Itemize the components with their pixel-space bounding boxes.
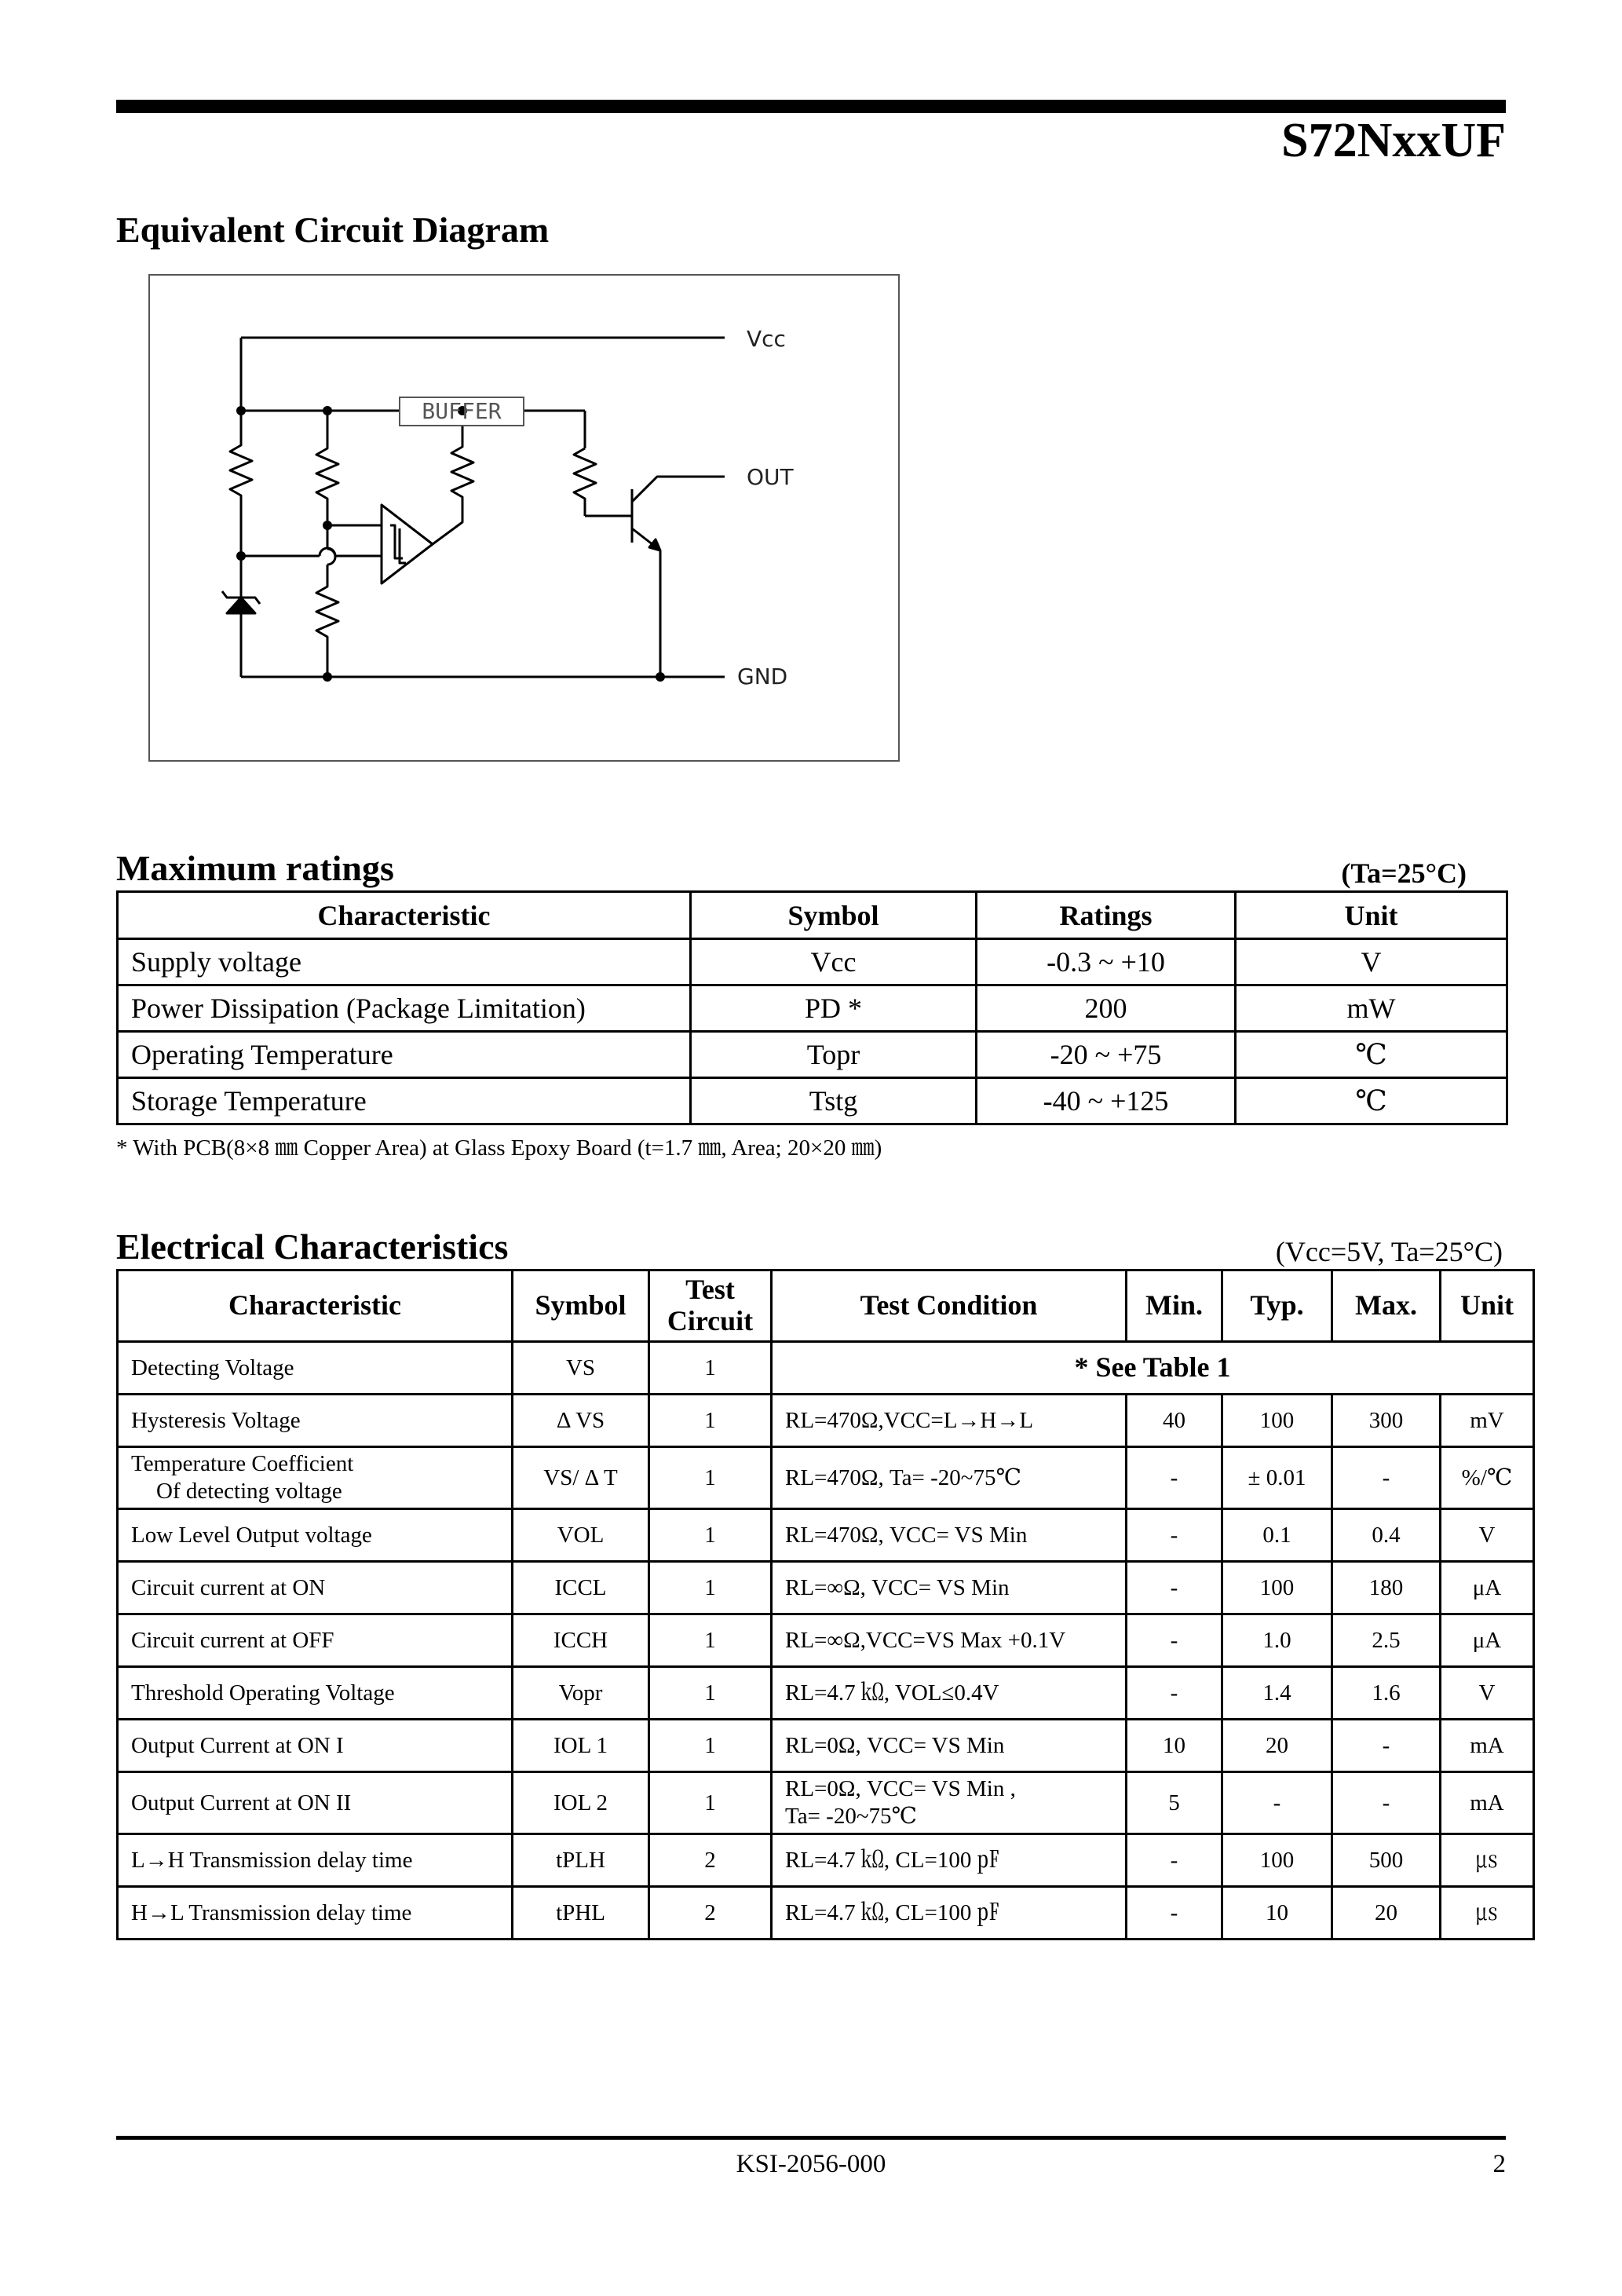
table-row (118, 1887, 1534, 1940)
cell-characteristic-line: Hysteresis Voltage (131, 1407, 301, 1433)
cell-symbol (513, 1667, 649, 1720)
cell-symbol (513, 1447, 649, 1509)
cell-characteristic (118, 1772, 513, 1834)
cell-min-line: - (1170, 1522, 1178, 1548)
cell-max-line: - (1382, 1732, 1390, 1758)
cell-unit (1441, 1395, 1534, 1447)
gnd-label: GND (737, 664, 788, 689)
max-ratings-footnote: * With PCB(8×8 ㎜ Copper Area) at Glass Epoxy Board (t=1.7 ㎜, Area; 20×20 ㎜) (116, 1135, 882, 1161)
cell-min (1127, 1614, 1222, 1667)
max-ratings-table (116, 890, 1508, 1125)
cell-circuit-line: 1 (704, 1627, 716, 1653)
page-number: 2 (1492, 2150, 1506, 2178)
cell-test-condition-line: RL=470Ω,VCC=L→H→L (785, 1407, 1034, 1433)
table-row (118, 1834, 1534, 1887)
cell-circuit-line: 1 (704, 1522, 716, 1548)
cell-max (1332, 1395, 1441, 1447)
cell-circuit-line: 1 (704, 1732, 716, 1758)
cell-circuit (649, 1509, 772, 1562)
cell-circuit (649, 1667, 772, 1720)
cell-unit-line: %/℃ (1461, 1464, 1513, 1490)
cell-min-line: - (1170, 1627, 1178, 1653)
cell-min (1127, 1720, 1222, 1772)
cell-typ-line: 10 (1266, 1899, 1288, 1925)
cell-symbol: PD * (691, 985, 977, 1032)
see-table-note: * See Table 1 (772, 1342, 1534, 1395)
electrical-title: Electrical Characteristics (116, 1227, 509, 1267)
cell-characteristic-line: Temperature Coefficient (131, 1451, 354, 1477)
cell-characteristic (118, 1834, 513, 1887)
cell-test-condition-line: RL=0Ω, VCC= VS Min (785, 1732, 1005, 1758)
cell-characteristic (118, 1509, 513, 1562)
cell-characteristic-line: H→L Transmission delay time (131, 1899, 412, 1925)
table-row (118, 1772, 1534, 1834)
document-id: KSI-2056-000 (736, 2150, 886, 2178)
cell-min (1127, 1667, 1222, 1720)
table-row (118, 1342, 1534, 1395)
cell-symbol-line: ICCL (554, 1574, 607, 1600)
cell-test-condition-line: RL=4.7 ㏀, CL=100 ㎊ (785, 1847, 1000, 1873)
cell-typ-line: 100 (1259, 1847, 1295, 1873)
table-row (118, 1078, 1507, 1124)
cell-circuit-line: 1 (704, 1574, 716, 1600)
cell-rating: -20 ~ +75 (977, 1032, 1236, 1078)
cell-max-line: 180 (1368, 1574, 1404, 1600)
max-ratings-condition: (Ta=25°C) (1341, 857, 1467, 889)
circuit-title: Equivalent Circuit Diagram (116, 210, 550, 250)
cell-symbol (513, 1395, 649, 1447)
cell-characteristic (118, 1447, 513, 1509)
cell-characteristic (118, 1614, 513, 1667)
cell-max-line: 2.5 (1372, 1627, 1401, 1653)
header-test-circuit (649, 1270, 772, 1342)
cell-test-condition (772, 1395, 1127, 1447)
cell-max (1332, 1562, 1441, 1614)
table-row (118, 1395, 1534, 1447)
cell-characteristic-line: Output Current at ON II (131, 1790, 352, 1815)
cell-typ-line: 100 (1259, 1574, 1295, 1600)
cell-unit (1441, 1562, 1534, 1614)
cell-symbol: Vcc (691, 939, 977, 985)
cell-symbol-line: VOL (557, 1522, 605, 1548)
circuit-diagram (148, 274, 900, 762)
electrical-header-row (118, 1270, 1534, 1342)
table-row (118, 1447, 1534, 1509)
cell-symbol (513, 1720, 649, 1772)
cell-min-line: - (1170, 1464, 1178, 1490)
cell-test-condition (772, 1772, 1127, 1834)
cell-unit-line: μA (1472, 1627, 1502, 1653)
cell-unit-line: mA (1470, 1790, 1504, 1815)
cell-typ (1222, 1772, 1332, 1834)
cell-unit-line: μA (1472, 1574, 1502, 1600)
cell-characteristic (118, 1667, 513, 1720)
cell-min (1127, 1834, 1222, 1887)
cell-min (1127, 1395, 1222, 1447)
cell-symbol (513, 1834, 649, 1887)
out-label: OUT (747, 464, 794, 490)
cell-unit (1441, 1720, 1534, 1772)
cell-max (1332, 1509, 1441, 1562)
vcc-label: Vcc (747, 326, 786, 352)
cell-circuit (649, 1772, 772, 1834)
cell-characteristic-line: Low Level Output voltage (131, 1522, 372, 1548)
table-row (118, 1509, 1534, 1562)
header-characteristic: Characteristic (118, 892, 691, 939)
header-test-condition: Test Condition (772, 1270, 1127, 1342)
table-row (118, 1667, 1534, 1720)
cell-test-condition-line: RL=∞Ω,VCC=VS Max +0.1V (785, 1627, 1066, 1653)
max-ratings-title: Maximum ratings (116, 848, 394, 888)
cell-typ (1222, 1395, 1332, 1447)
cell-typ-line: 0.1 (1262, 1522, 1291, 1548)
cell-characteristic: Operating Temperature (118, 1032, 691, 1078)
cell-circuit (649, 1395, 772, 1447)
cell-rating: -0.3 ~ +10 (977, 939, 1236, 985)
cell-max-line: 500 (1368, 1847, 1404, 1873)
cell-max (1332, 1772, 1441, 1834)
cell-min (1127, 1772, 1222, 1834)
cell-test-condition (772, 1834, 1127, 1887)
cell-unit: mW (1236, 985, 1507, 1032)
cell-typ-line: ± 0.01 (1248, 1464, 1306, 1490)
cell-symbol-line: tPLH (556, 1847, 605, 1873)
cell-unit (1441, 1887, 1534, 1940)
cell-typ (1222, 1834, 1332, 1887)
cell-min-line: - (1170, 1574, 1178, 1600)
cell-max-line: 0.4 (1372, 1522, 1401, 1548)
table-row (118, 1614, 1534, 1667)
cell-test-condition (772, 1562, 1127, 1614)
cell-rating: -40 ~ +125 (977, 1078, 1236, 1124)
cell-max (1332, 1614, 1441, 1667)
cell-typ (1222, 1887, 1332, 1940)
cell-symbol-line: IOL 2 (553, 1790, 608, 1815)
cell-circuit (649, 1562, 772, 1614)
cell-min-line: - (1170, 1680, 1178, 1706)
cell-circuit (649, 1834, 772, 1887)
cell-characteristic-line: Of detecting voltage (156, 1479, 342, 1504)
cell-rating: 200 (977, 985, 1236, 1032)
cell-min (1127, 1887, 1222, 1940)
cell-min (1127, 1562, 1222, 1614)
max-ratings-header-row (118, 892, 1507, 939)
table-row (118, 1032, 1507, 1078)
buffer-label: BUFFER (422, 398, 502, 424)
cell-test-condition-line: RL=4.7 ㏀, VOL≤0.4V (785, 1680, 999, 1706)
cell-symbol-line: tPHL (556, 1899, 605, 1925)
cell-max-line: - (1382, 1790, 1390, 1815)
cell-unit (1441, 1447, 1534, 1509)
cell-symbol-line: Vopr (558, 1680, 603, 1706)
cell-min-line: 10 (1163, 1732, 1185, 1758)
top-rule (116, 100, 1506, 113)
table-row (118, 985, 1507, 1032)
cell-characteristic (118, 1887, 513, 1940)
cell-circuit (649, 1887, 772, 1940)
cell-min-line: - (1170, 1847, 1178, 1873)
cell-typ-line: - (1273, 1790, 1281, 1815)
cell-symbol (513, 1772, 649, 1834)
header-typ: Typ. (1222, 1270, 1332, 1342)
header-unit: Unit (1236, 892, 1507, 939)
cell-symbol (513, 1887, 649, 1940)
cell-characteristic-line: Output Current at ON I (131, 1732, 344, 1758)
cell-unit: ℃ (1236, 1032, 1507, 1078)
cell-circuit (649, 1447, 772, 1509)
cell-min (1127, 1447, 1222, 1509)
cell-max-line: - (1382, 1464, 1390, 1490)
cell-min-line: 40 (1163, 1407, 1185, 1433)
cell-typ (1222, 1562, 1332, 1614)
cell-unit-line: V (1478, 1680, 1496, 1706)
cell-symbol: Tstg (691, 1078, 977, 1124)
cell-characteristic (118, 1562, 513, 1614)
cell-test-condition-line: RL=0Ω, VCC= VS Min , (785, 1776, 1016, 1802)
cell-max-line: 1.6 (1372, 1680, 1401, 1706)
table-row (118, 1720, 1534, 1772)
cell-typ-line: 1.4 (1262, 1680, 1291, 1706)
cell-characteristic: Supply voltage (118, 939, 691, 985)
header-characteristic: Characteristic (118, 1270, 513, 1342)
cell-circuit (649, 1720, 772, 1772)
cell-symbol: Topr (691, 1032, 977, 1078)
cell-circuit-line: 1 (704, 1680, 716, 1706)
cell-characteristic-line: Circuit current at OFF (131, 1627, 334, 1653)
cell-characteristic: Storage Temperature (118, 1078, 691, 1124)
table-row (118, 939, 1507, 985)
cell-unit-line: mV (1470, 1407, 1504, 1433)
cell-characteristic (118, 1720, 513, 1772)
cell-symbol (513, 1562, 649, 1614)
electrical-condition: (Vcc=5V, Ta=25°C) (1275, 1236, 1503, 1267)
cell-max (1332, 1887, 1441, 1940)
cell-circuit-line: 2 (704, 1847, 716, 1873)
cell-typ-line: 20 (1266, 1732, 1288, 1758)
cell-unit (1441, 1667, 1534, 1720)
cell-characteristic: Power Dissipation (Package Limitation) (118, 985, 691, 1032)
cell-test-condition (772, 1887, 1127, 1940)
cell-max (1332, 1834, 1441, 1887)
cell-symbol: VS (513, 1342, 649, 1395)
cell-test-condition-line: RL=470Ω, Ta= -20~75℃ (785, 1464, 1021, 1490)
cell-circuit-line: 1 (704, 1464, 716, 1490)
cell-min-line: - (1170, 1899, 1178, 1925)
header-min: Min. (1127, 1270, 1222, 1342)
cell-characteristic (118, 1395, 513, 1447)
bottom-rule (116, 2136, 1506, 2140)
cell-test-condition (772, 1614, 1127, 1667)
cell-circuit: 1 (649, 1342, 772, 1395)
cell-min-line: 5 (1168, 1790, 1180, 1815)
header-symbol: Symbol (513, 1270, 649, 1342)
cell-circuit-line: 2 (704, 1899, 716, 1925)
cell-test-condition-line: Ta= -20~75℃ (785, 1804, 917, 1829)
cell-symbol (513, 1614, 649, 1667)
cell-unit: V (1236, 939, 1507, 985)
cell-unit-line: V (1478, 1522, 1496, 1548)
header-test-circuit-line1: Test (685, 1274, 735, 1306)
cell-unit (1441, 1509, 1534, 1562)
cell-min (1127, 1509, 1222, 1562)
cell-characteristic-line: Threshold Operating Voltage (131, 1680, 395, 1706)
cell-typ (1222, 1509, 1332, 1562)
cell-test-condition (772, 1447, 1127, 1509)
cell-unit-line: mA (1470, 1732, 1504, 1758)
cell-max (1332, 1720, 1441, 1772)
cell-test-condition (772, 1509, 1127, 1562)
electrical-table (116, 1269, 1535, 1940)
cell-typ (1222, 1447, 1332, 1509)
cell-unit (1441, 1614, 1534, 1667)
cell-test-condition-line: RL=470Ω, VCC= VS Min (785, 1522, 1028, 1548)
cell-circuit-line: 1 (704, 1790, 716, 1815)
cell-circuit (649, 1614, 772, 1667)
cell-characteristic-line: Circuit current at ON (131, 1574, 326, 1600)
cell-typ (1222, 1614, 1332, 1667)
cell-unit-line: ㎲ (1475, 1899, 1499, 1925)
cell-symbol-line: ICCH (553, 1627, 608, 1653)
cell-symbol-line: Δ VS (556, 1407, 605, 1433)
header-test-circuit-line2: Circuit (667, 1305, 754, 1336)
cell-max-line: 300 (1368, 1407, 1404, 1433)
cell-max (1332, 1447, 1441, 1509)
cell-characteristic-line: L→H Transmission delay time (131, 1847, 413, 1873)
cell-test-condition (772, 1667, 1127, 1720)
table-row (118, 1562, 1534, 1614)
cell-test-condition (772, 1720, 1127, 1772)
cell-max (1332, 1667, 1441, 1720)
header-max: Max. (1332, 1270, 1441, 1342)
cell-characteristic: Detecting Voltage (118, 1342, 513, 1395)
cell-typ (1222, 1667, 1332, 1720)
cell-typ-line: 100 (1259, 1407, 1295, 1433)
header-ratings: Ratings (977, 892, 1236, 939)
cell-symbol-line: VS/ Δ T (543, 1464, 618, 1490)
cell-circuit-line: 1 (704, 1407, 716, 1433)
cell-symbol-line: IOL 1 (553, 1732, 608, 1758)
cell-test-condition-line: RL=4.7 ㏀, CL=100 ㎊ (785, 1899, 1000, 1925)
cell-typ-line: 1.0 (1262, 1627, 1291, 1653)
cell-typ (1222, 1720, 1332, 1772)
header-unit: Unit (1441, 1270, 1534, 1342)
header-symbol: Symbol (691, 892, 977, 939)
part-number: S72NxxUF (1281, 114, 1506, 167)
cell-unit (1441, 1772, 1534, 1834)
cell-test-condition-line: RL=∞Ω, VCC= VS Min (785, 1574, 1010, 1600)
cell-max-line: 20 (1375, 1899, 1397, 1925)
cell-symbol (513, 1509, 649, 1562)
cell-unit (1441, 1834, 1534, 1887)
cell-unit: ℃ (1236, 1078, 1507, 1124)
cell-unit-line: ㎲ (1475, 1847, 1499, 1873)
